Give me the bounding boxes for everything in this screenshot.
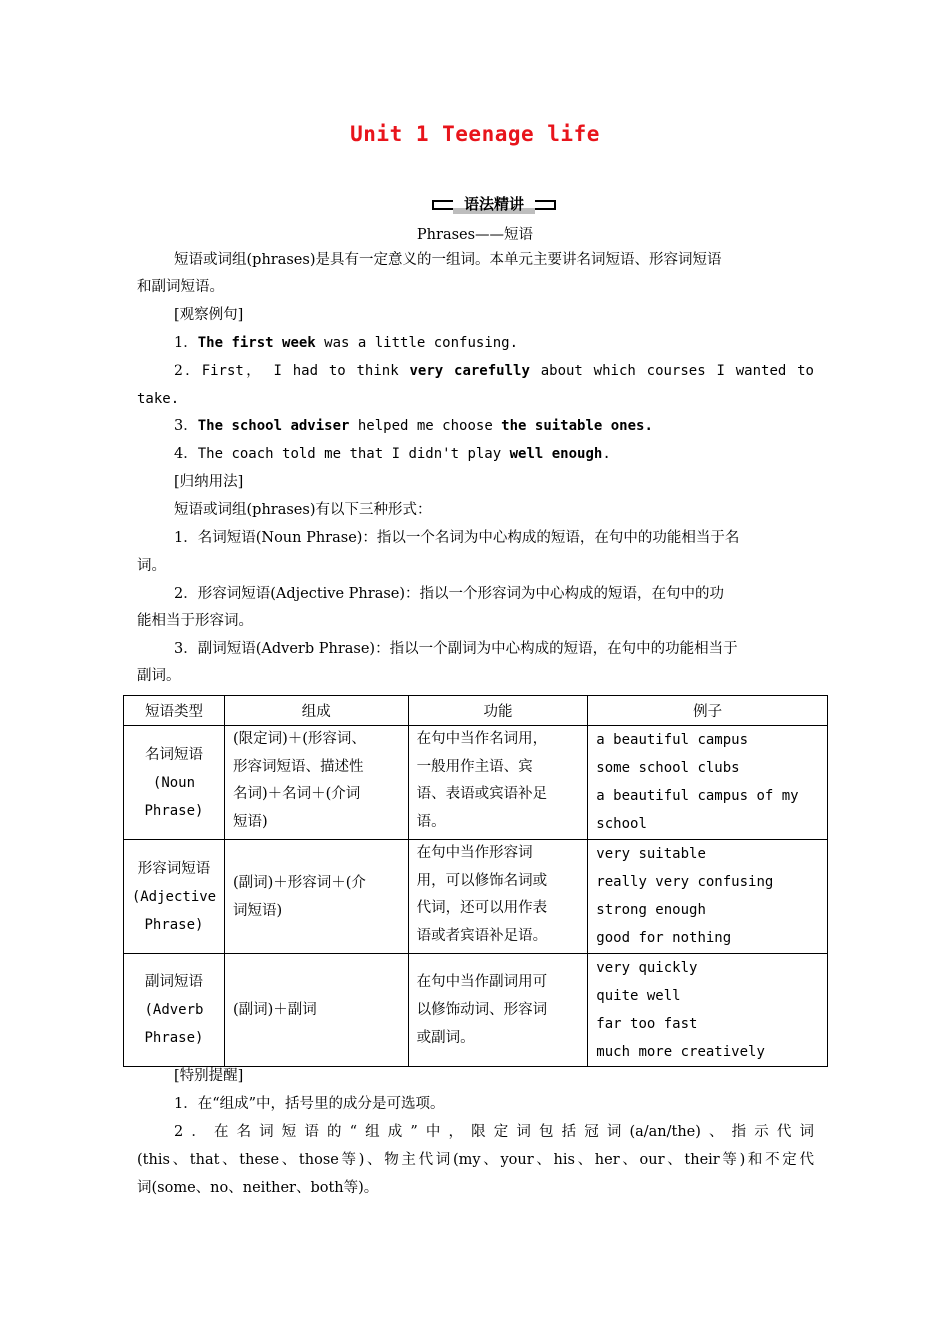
summary-intro: 短语或词组(phrases)有以下三种形式： bbox=[174, 502, 432, 518]
header-cell: 例子 bbox=[588, 696, 828, 726]
example-sentence-1 bbox=[174, 333, 518, 353]
example-phrase: very quickly bbox=[596, 960, 698, 976]
intro-line-2: 和副词短语。 bbox=[137, 279, 224, 295]
example-number: 4． bbox=[174, 446, 198, 462]
type-line: (Noun bbox=[152, 774, 196, 791]
example-phrase: much more creatively bbox=[596, 1044, 765, 1060]
form-2-line-1: 2．形容词短语(Adjective Phrase)：指以一个形容词为中心构成的短语，在句中的功 bbox=[174, 586, 725, 602]
function-line: 代词，还可以用作表 bbox=[416, 900, 548, 916]
function-cell bbox=[408, 954, 588, 1067]
type-line: 形容词短语 bbox=[137, 860, 211, 877]
type-line: Phrase) bbox=[144, 1030, 204, 1046]
highlighted-phrase: The school adviser bbox=[197, 418, 350, 434]
sentence-text: The coach told me that I didn't play bbox=[197, 446, 510, 462]
summary-heading: [归纳用法] bbox=[174, 474, 244, 490]
phrase-type-cell bbox=[124, 954, 225, 1067]
example-sentence-3 bbox=[174, 416, 653, 436]
composition-cell bbox=[224, 954, 408, 1067]
sentence-text: helped me choose bbox=[349, 418, 502, 434]
form-1-line-2: 词。 bbox=[137, 558, 166, 574]
type-line: Phrase) bbox=[144, 802, 204, 819]
function-line: 以修饰动词、形容词 bbox=[416, 1002, 548, 1018]
table-header-row bbox=[124, 696, 828, 726]
table-row bbox=[124, 840, 828, 954]
form-2-line-2: 能相当于形容词。 bbox=[137, 613, 253, 629]
type-line: 副词短语 bbox=[144, 974, 203, 990]
function-cell bbox=[408, 840, 588, 954]
phrase-type-cell bbox=[124, 726, 225, 840]
notes-heading: [特别提醒] bbox=[174, 1068, 244, 1084]
header-cell: 组成 bbox=[224, 696, 408, 726]
example-phrase: a beautiful campus bbox=[596, 732, 749, 748]
example-sentence-2-wrap: take. bbox=[137, 391, 180, 407]
example-number: 3． bbox=[174, 418, 198, 434]
example-phrase: a beautiful campus of my bbox=[596, 788, 799, 804]
example-phrase: some school clubs bbox=[596, 760, 740, 776]
function-line: 用，可以修饰名词或 bbox=[416, 872, 548, 889]
composition-line: (副词)＋形容词＋(介 bbox=[232, 874, 366, 891]
phrase-type-cell bbox=[124, 840, 225, 954]
example-phrase: very suitable bbox=[596, 846, 706, 862]
sentence-text: was a little confusing. bbox=[315, 335, 519, 351]
page-title: Unit 1 Teenage life bbox=[350, 122, 600, 146]
highlighted-phrase: The first week bbox=[197, 335, 316, 351]
type-line: (Adjective bbox=[131, 888, 217, 905]
composition-line: 词短语) bbox=[232, 902, 283, 919]
note-2-line-3: 词(some、no、neither、both等)。 bbox=[137, 1180, 379, 1196]
composition-cell bbox=[224, 840, 408, 954]
example-phrase: good for nothing bbox=[596, 930, 732, 946]
examples-cell bbox=[588, 726, 828, 840]
note-1: 1．在“组成”中，括号里的成分是可选项。 bbox=[174, 1096, 445, 1112]
highlighted-phrase: well enough bbox=[509, 446, 603, 462]
table-row bbox=[124, 726, 828, 840]
composition-line: 名词)＋名词＋(介词 bbox=[232, 786, 361, 802]
examples-cell bbox=[588, 840, 828, 954]
function-line: 一般用作主语、宾 bbox=[416, 758, 533, 775]
examples-cell bbox=[588, 954, 828, 1067]
observe-heading: [观察例句] bbox=[174, 307, 244, 323]
example-number: 2． bbox=[174, 363, 202, 379]
phrase-types-table bbox=[123, 695, 828, 1067]
example-sentence-2 bbox=[174, 361, 814, 381]
composition-line: (副词)＋副词 bbox=[232, 1002, 317, 1018]
example-phrase: strong enough bbox=[596, 902, 706, 918]
function-line: 语或者宾语补足语。 bbox=[416, 927, 548, 944]
function-line: 或副词。 bbox=[416, 1030, 475, 1046]
composition-line: (限定词)＋(形容词、 bbox=[232, 731, 366, 747]
example-phrase: really very confusing bbox=[596, 874, 774, 890]
highlighted-phrase: very carefully bbox=[409, 363, 530, 379]
function-line: 在句中当作名词用， bbox=[416, 731, 548, 747]
header-cell: 短语类型 bbox=[124, 696, 225, 726]
function-line: 语、表语或宾语补足 bbox=[416, 786, 548, 802]
example-phrase: quite well bbox=[596, 988, 681, 1004]
composition-cell bbox=[224, 726, 408, 840]
example-phrase: school bbox=[596, 816, 647, 832]
section-subtitle: Phrases——短语 bbox=[416, 227, 534, 243]
note-2-line-2: (this、that、these、those等)、物主代词(my、your、his、her、our、their等)和不定代 bbox=[137, 1152, 814, 1168]
example-sentence-4 bbox=[174, 444, 611, 464]
function-cell bbox=[408, 726, 588, 840]
form-1-line-1: 1．名词短语(Noun Phrase)：指以一个名词为中心构成的短语，在句中的功能相当于名 bbox=[174, 530, 740, 546]
function-line: 语。 bbox=[416, 813, 446, 830]
intro-line-1: 短语或词组(phrases)是具有一定意义的一组词。本单元主要讲名词短语、形容词短语 bbox=[174, 252, 722, 268]
sentence-text: about which courses I wanted to bbox=[529, 363, 814, 379]
sentence-text: First， I had to think bbox=[201, 363, 410, 379]
form-3-line-1: 3．副词短语(Adverb Phrase)：指以一个副词为中心构成的短语，在句中的功能相当于 bbox=[174, 641, 738, 657]
example-phrase: far too fast bbox=[596, 1016, 698, 1032]
composition-line: 形容词短语、描述性 bbox=[232, 758, 364, 775]
section-banner-label: 语法精讲 bbox=[463, 195, 524, 213]
table-row bbox=[124, 954, 828, 1067]
composition-line: 短语) bbox=[232, 813, 268, 830]
highlighted-phrase: the suitable ones. bbox=[501, 418, 653, 434]
header-cell: 功能 bbox=[408, 696, 588, 726]
sentence-text: . bbox=[602, 446, 611, 462]
note-2-line-1: 2．在名词短语的“组成”中，限定词包括冠词(a/an/the)、指示代词 bbox=[174, 1124, 814, 1140]
type-line: (Adverb bbox=[144, 1002, 204, 1018]
type-line: Phrase) bbox=[144, 916, 204, 933]
function-line: 在句中当作形容词 bbox=[416, 845, 533, 861]
form-3-line-2: 副词。 bbox=[137, 668, 181, 684]
function-line: 在句中当作副词用可 bbox=[416, 974, 548, 990]
type-line: 名词短语 bbox=[144, 746, 203, 763]
example-number: 1． bbox=[174, 335, 198, 351]
